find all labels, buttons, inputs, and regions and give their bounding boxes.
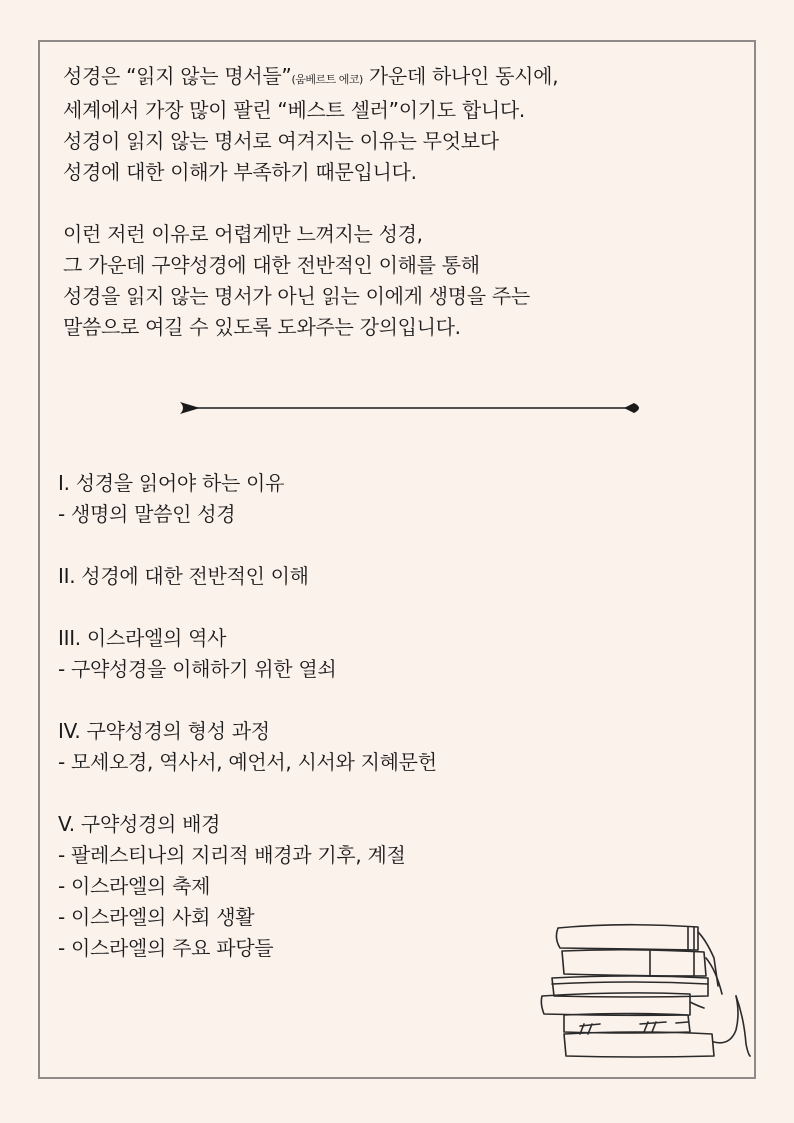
section-heading: I. 성경을 읽어야 하는 이유 bbox=[58, 471, 285, 495]
section-heading: V. 구약성경의 배경 bbox=[58, 812, 221, 836]
section-heading: III. 이스라엘의 역사 bbox=[58, 626, 227, 650]
intro-line: 말씀으로 여길 수 있도록 도와주는 강의입니다. bbox=[63, 315, 461, 339]
section-subitem: - 구약성경을 이해하기 위한 열쇠 bbox=[58, 657, 337, 681]
intro-line: 성경에 대한 이해가 부족하기 때문입니다. bbox=[63, 160, 417, 184]
section-subitem: - 팔레스티나의 지리적 배경과 기후, 계절 bbox=[58, 843, 406, 867]
intro-paragraph-1 bbox=[63, 61, 558, 188]
section-subitem: - 모세오경, 역사서, 예언서, 시서와 지혜문헌 bbox=[58, 750, 437, 774]
outline-section bbox=[58, 561, 437, 592]
section-subitem: - 이스라엘의 주요 파당들 bbox=[58, 936, 274, 960]
section-subitem: - 이스라엘의 축제 bbox=[58, 874, 211, 898]
intro-line: 그 가운데 구약성경에 대한 전반적인 이해를 통해 bbox=[63, 253, 480, 277]
author-note: (움베르트 에코) bbox=[291, 73, 363, 86]
intro-paragraph-2 bbox=[63, 219, 558, 343]
section-subitem: - 이스라엘의 사회 생활 bbox=[58, 905, 255, 929]
section-subitem: - 생명의 말씀인 성경 bbox=[58, 502, 236, 526]
section-heading: IV. 구약성경의 형성 과정 bbox=[58, 719, 270, 743]
book-stack-icon bbox=[540, 918, 752, 1060]
outline-section bbox=[58, 716, 437, 778]
lecture-outline bbox=[58, 468, 437, 995]
outline-section bbox=[58, 468, 437, 530]
intro-text bbox=[63, 61, 558, 374]
intro-line: 세계에서 가장 많이 팔린 “베스트 셀러”이기도 합니다. bbox=[63, 98, 525, 122]
intro-line: 성경을 읽지 않는 명서가 아닌 읽는 이에게 생명을 주는 bbox=[63, 284, 530, 308]
section-heading: II. 성경에 대한 전반적인 이해 bbox=[58, 564, 309, 588]
intro-line: 성경이 읽지 않는 명서로 여겨지는 이유는 무엇보다 bbox=[63, 129, 499, 153]
arrow-line-divider-icon bbox=[178, 400, 644, 416]
intro-line: 성경은 “읽지 않는 명서들”(움베르트 에코) 가운데 하나인 동시에, bbox=[63, 64, 559, 88]
outline-section bbox=[58, 809, 437, 964]
intro-line: 이런 저런 이유로 어렵게만 느껴지는 성경, bbox=[63, 222, 423, 246]
outline-section bbox=[58, 623, 437, 685]
